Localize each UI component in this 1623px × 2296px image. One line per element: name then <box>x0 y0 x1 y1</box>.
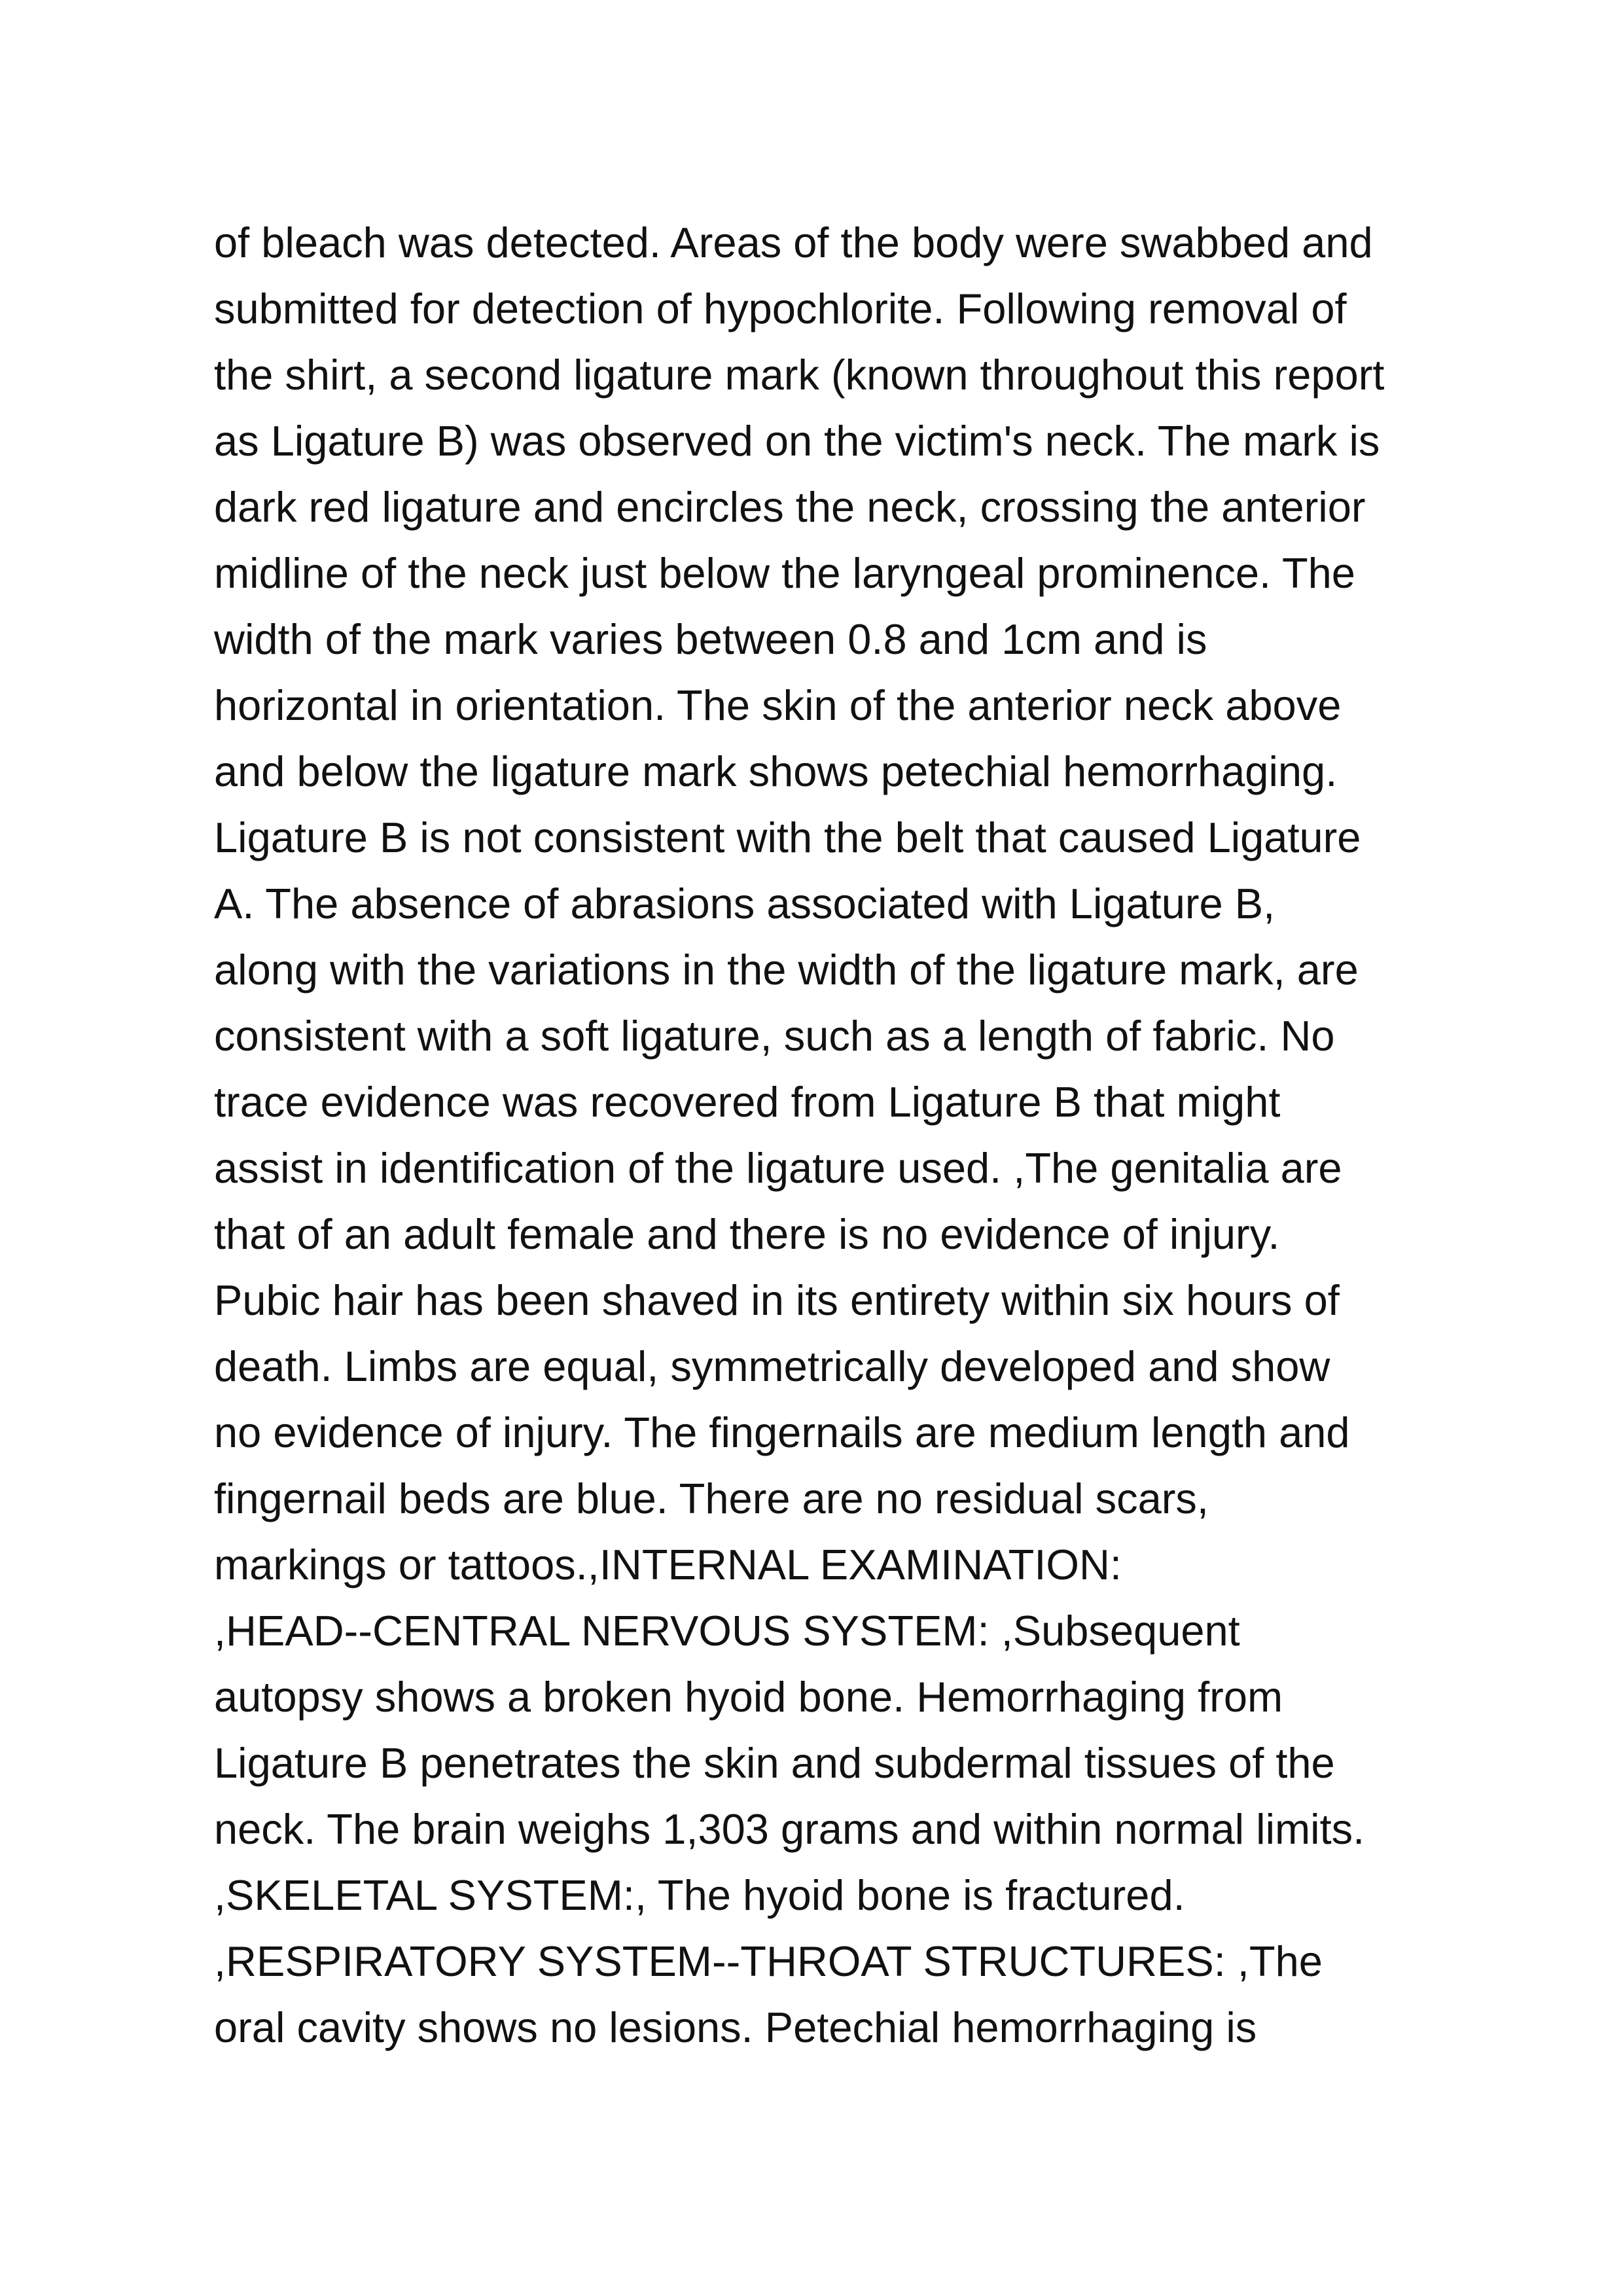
text-line: ,HEAD--CENTRAL NERVOUS SYSTEM: ,Subsequent <box>214 1607 1240 1655</box>
text-line: ,SKELETAL SYSTEM:, The hyoid bone is fractured. <box>214 1871 1185 1919</box>
text-line: neck. The brain weighs 1,303 grams and within normal limits. <box>214 1805 1365 1853</box>
text-line: fingernail beds are blue. There are no residual scars, <box>214 1475 1209 1522</box>
body-text <box>214 209 1497 2060</box>
text-line: as Ligature B) was observed on the victim's neck. The mark is <box>214 417 1380 465</box>
text-line: of bleach was detected. Areas of the body were swabbed and <box>214 219 1373 266</box>
text-line: horizontal in orientation. The skin of the anterior neck above <box>214 681 1342 729</box>
text-line: oral cavity shows no lesions. Petechial hemorrhaging is <box>214 2003 1257 2051</box>
text-line: the shirt, a second ligature mark (known throughout this report <box>214 351 1385 399</box>
text-line: A. The absence of abrasions associated with Ligature B, <box>214 880 1275 927</box>
text-line: Ligature B penetrates the skin and subdermal tissues of the <box>214 1739 1335 1787</box>
text-line: that of an adult female and there is no evidence of injury. <box>214 1210 1280 1258</box>
text-line: no evidence of injury. The fingernails are medium length and <box>214 1408 1350 1456</box>
text-line: assist in identification of the ligature used. ,The genitalia are <box>214 1144 1342 1192</box>
text-line: and below the ligature mark shows petechial hemorrhaging. <box>214 747 1338 795</box>
text-line: consistent with a soft ligature, such as a length of fabric. No <box>214 1012 1335 1060</box>
text-line: markings or tattoos.,INTERNAL EXAMINATION: <box>214 1541 1122 1588</box>
text-line: Pubic hair has been shaved in its entirety within six hours of <box>214 1276 1340 1324</box>
text-line: autopsy shows a broken hyoid bone. Hemorrhaging from <box>214 1673 1283 1721</box>
text-line: midline of the neck just below the laryngeal prominence. The <box>214 549 1355 597</box>
text-line: dark red ligature and encircles the neck, crossing the anterior <box>214 483 1366 531</box>
text-line: Ligature B is not consistent with the belt that caused Ligature <box>214 814 1361 861</box>
text-line: along with the variations in the width of the ligature mark, are <box>214 946 1359 994</box>
text-line: death. Limbs are equal, symmetrically developed and show <box>214 1342 1330 1390</box>
text-line: ,RESPIRATORY SYSTEM--THROAT STRUCTURES: ,The <box>214 1937 1323 1985</box>
text-line: trace evidence was recovered from Ligature B that might <box>214 1078 1281 1126</box>
text-line: width of the mark varies between 0.8 and 1cm and is <box>214 615 1207 663</box>
text-line: submitted for detection of hypochlorite. Following removal of <box>214 285 1347 332</box>
